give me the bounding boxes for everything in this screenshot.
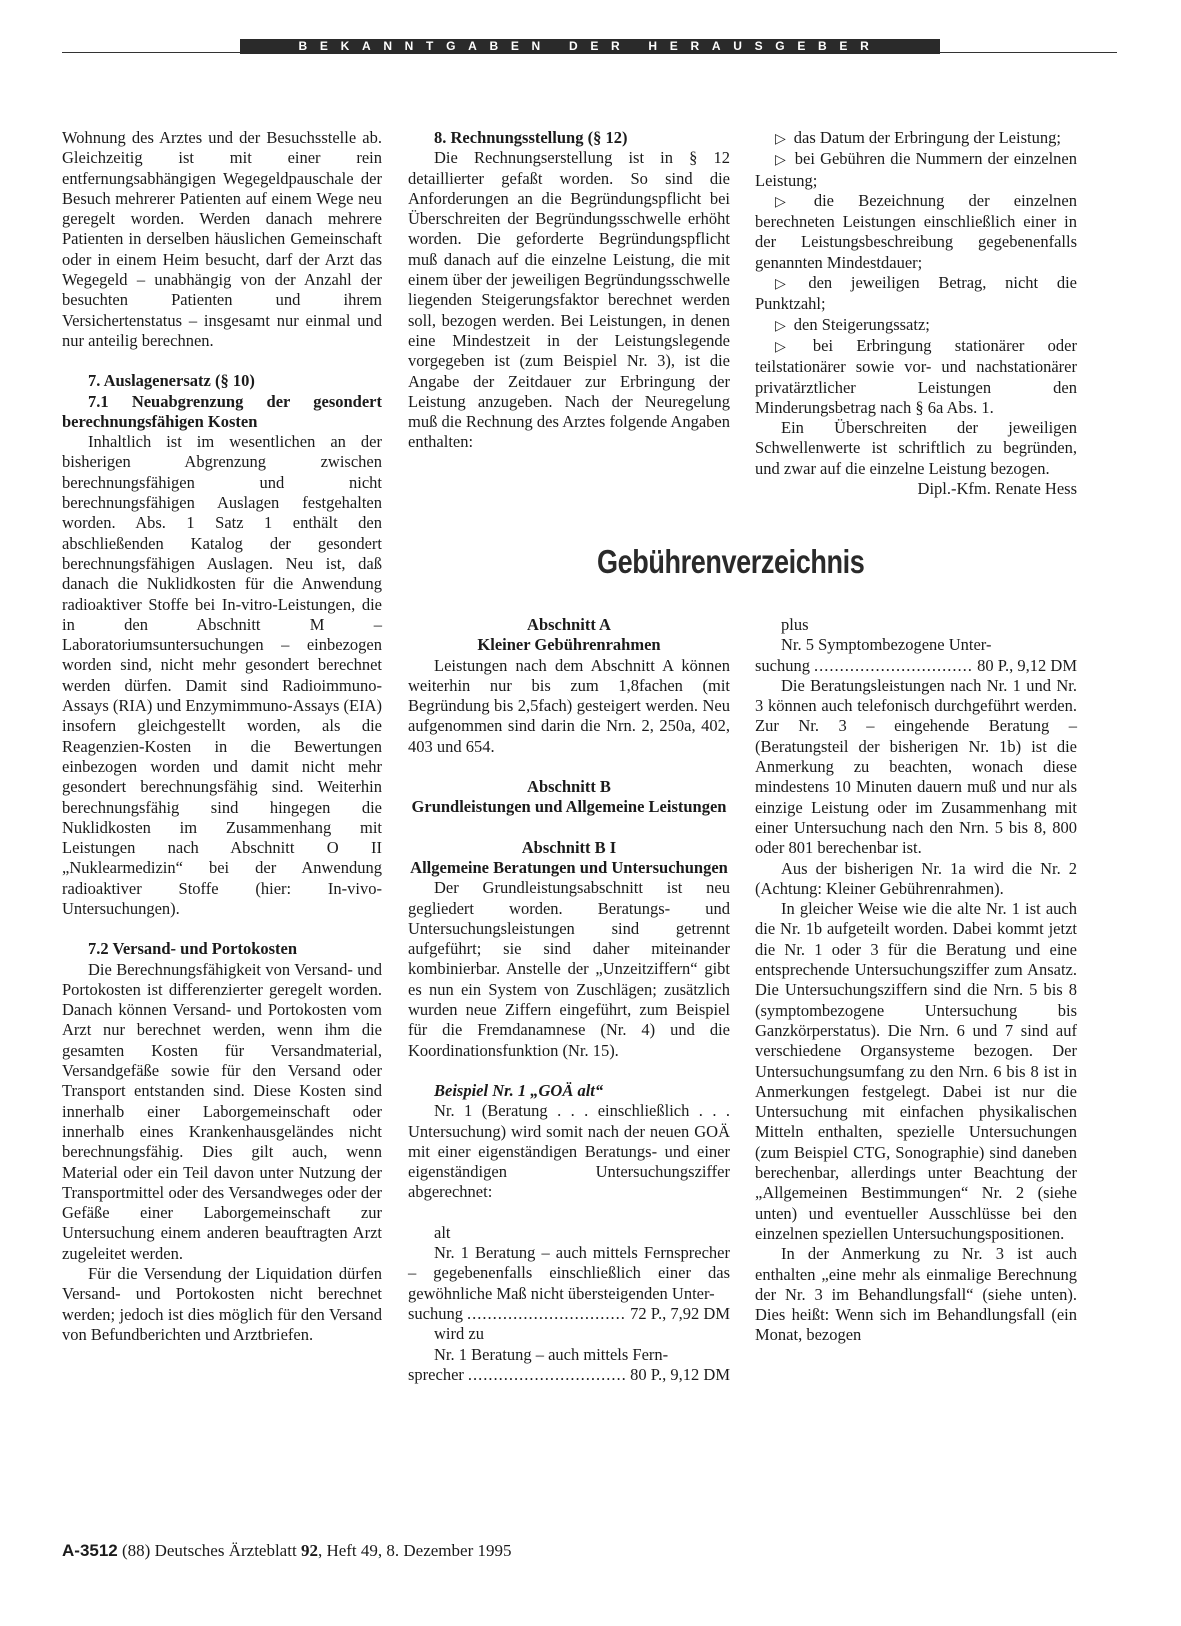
- paragraph: Die Rechnungserstellung ist in § 12 detaillierter gefaßt worden. So sind die Anforderungen an die Begründungspflicht bei Überschreiten der Begründungsschwelle erhöht worden. Die geforderte Begründungspflicht muß danach auf die einzelne Leistung, die mit einem über der jeweiligen Begründungsschwelle liegenden Steigerungsfaktor berechnet werden soll, bezogen werden. Bei Leistungen, in denen eine Mindestzeit in der Leistungslegende vorgegeben ist (zum Beispiel Nr. 3), ist die Angabe der Zeitdauer zur Erbringung der Leistung anzugeben. Nach der Neuregelung muß die Rechnung des Arztes folgende Angaben enthalten:: [408, 148, 730, 452]
- heading-grundleistungen: Grundleistungen und Allgemeine Leistungen: [411, 797, 727, 817]
- heading-kleiner-gebuehrenrahmen: Kleiner Gebührenrahmen: [477, 635, 661, 655]
- closing-text: Ein Überschreiten der jeweiligen Schwellenwerte ist schriftlich zu begründen, und zwar auf die einzelne Leistung bezogen.: [755, 418, 1077, 478]
- list-item: ▷ den Steigerungssatz;: [755, 315, 1077, 336]
- leader-dots: [468, 1365, 626, 1385]
- paragraph: Nr. 1 (Beratung . . . einschließlich . . . Untersuchung) wird somit nach der neuen GOÄ mit einer eigenständigen Beratungs- und einer eigenständigen Untersuchungsziffer abgerechnet:: [408, 1101, 730, 1202]
- paragraph: Wohnung des Arztes und der Besuchsstelle ab. Gleichzeitig ist mit einer rein entfernungsabhängigen Wegegeldpauschale der Besuch mehrerer Patienten auf einem Wege neu geregelt worden. Werden danach mehrere Patienten in derselben häuslichen Gemeinschaft oder in einem Heim besucht, darf der Arzt das Wegegeld – unabhängig von der Anzahl der besuchten Patienten und ihrem Versichertenstatus – insgesamt nur einmal und nur anteilig berechnen.: [62, 128, 382, 350]
- heading-abschnitt-b-i: Abschnitt B I: [521, 837, 617, 857]
- fee-new-line: [408, 1365, 730, 1385]
- heading-rechnungsstellung: 8. Rechnungsstellung (§ 12): [434, 128, 628, 147]
- footer-publication: (88) Deutsches Ärzteblatt: [122, 1541, 297, 1560]
- fee-nr5-text: Nr. 5 Symptombezogene Unter-: [781, 635, 992, 655]
- fee-old-last: suchung: [408, 1303, 463, 1323]
- page-number: A-3512: [62, 1541, 118, 1560]
- paragraph: Die Beratungsleistungen nach Nr. 1 und Nr. 3 können auch telefonisch durchgeführt werden. Zur Nr. 3 – eingehende Beratung – (Beratungsteil der bisherigen Nr. 1b) ist die Anmerkung zu beachten, wonach diese mindestens 10 Minuten dauern muß und nur als einzige Leistung oder im Zusammenhang mit einer Untersuchung nach den Nrn. 5 bis 8, 800 oder 801 berechenbar ist.: [755, 675, 1077, 858]
- paragraph: Leistungen nach dem Abschnitt A können weiterhin nur bis zum 1,8fachen (mit Begründung bis 2,5fach) gesteigert werden. Neu aufgenommen sind darin die Nrn. 2, 250a, 402, 403 und 654.: [408, 655, 730, 756]
- heading-allgemeine-beratungen: Allgemeine Beratungen und Untersuchungen: [410, 857, 728, 877]
- column-1: [62, 128, 382, 1345]
- leader-dots: [467, 1304, 626, 1324]
- page-footer: [62, 1541, 512, 1561]
- label-plus: plus: [781, 615, 809, 634]
- heading-abschnitt-b: Abschnitt B: [527, 777, 611, 797]
- label-alt: alt: [434, 1222, 451, 1242]
- list-item: ▷ das Datum der Erbringung der Leistung;: [755, 128, 1077, 149]
- heading-auslagenersatz: 7. Auslagenersatz (§ 10): [88, 371, 255, 391]
- paragraph: Der Grundleistungsabschnitt ist neu gegliedert worden. Beratungs- und Untersuchungsleistungen sind getrennt aufgeführt; sie sind daher miteinander kombinierbar. Anstelle der „Unzeitziffern“ gibt es nun ein System von Zuschlägen; zusätzlich wurden neue Ziffern eingeführt, zum Beispiel für die Fremdanamnese (Nr. 4) und die Koordinationsfunktion (Nr. 15).: [408, 878, 730, 1060]
- paragraph: Aus der bisherigen Nr. 1a wird die Nr. 2 (Achtung: Kleiner Gebührenrahmen).: [755, 858, 1077, 898]
- list-item: ▷ die Bezeichnung der einzelnen berechneten Leistungen einschließlich einer in der Leistungsbeschreibung gegebenenfalls genannten Mindestdauer;: [755, 191, 1077, 273]
- label-wird-zu: wird zu: [434, 1324, 484, 1344]
- fee-old-text: Nr. 1 Beratung – auch mittels Fernsprecher – gegebenenfalls einschließlich einer das gewöhnliche Maß nicht übersteigenden Unter-: [408, 1243, 730, 1303]
- footer-issue: , Heft 49, 8. Dezember 1995: [317, 1541, 512, 1560]
- fee-nr5-last: suchung: [755, 655, 810, 675]
- closing-paragraph: [755, 418, 1077, 499]
- paragraph: Für die Versendung der Liquidation dürfen Versand- und Portokosten nicht berechnet werden; jedoch ist dies möglich für den Versand von Befundberichten und Arztbriefen.: [62, 1264, 382, 1344]
- column-2-top: [408, 128, 730, 453]
- fee-nr5-value: 80 P., 9,12 DM: [977, 655, 1077, 675]
- column-3-top: [755, 128, 1077, 499]
- paragraph: Die Berechnungsfähigkeit von Versand- und Portokosten ist differenzierter geregelt worden. Danach können Versand- und Portokosten vom Arzt nur berechnet werden, wenn ihm die gesamten Kosten für Versandmaterial, Versandgefäße sowie für den Versand oder Transport entstanden sind. Diese Kosten sind innerhalb einer Laborgemeinschaft oder innerhalb eines Krankenhausgeländes nicht berechnungsfähig. Dies gilt auch, wenn Material oder ein Teil davon unter Nutzung der Transportmittel oder des Versandweges oder der Gefäße einer Laborgemeinschaft zur Untersuchung einem anderen beauftragten Arzt zugeleitet werden.: [62, 959, 382, 1263]
- section-header-band: BEKANNTGABEN DER HERAUSGEBER: [240, 39, 940, 54]
- heading-beispiel: Beispiel Nr. 1 „GOÄ alt“: [434, 1080, 604, 1100]
- fee-new-last: sprecher: [408, 1364, 464, 1384]
- list-item: ▷ den jeweiligen Betrag, nicht die Punktzahl;: [755, 273, 1077, 315]
- author-signature: Dipl.-Kfm. Renate Hess: [917, 479, 1077, 499]
- paragraph: In gleicher Weise wie die alte Nr. 1 ist auch die Nr. 1b aufgeteilt worden. Dabei kommt jetzt die Nr. 1 oder 3 für die Beratung und eine entsprechende Untersuchungsziffer zum Ansatz. Die Untersuchungsziffern sind die Nrn. 5 bis 8 (symptombezogene Untersuchung bis Ganzkörperstatus). Die Nrn. 6 und 7 sind auf verschiedene Organsysteme bezogen. Der Untersuchungsumfang zu den Nrn. 6 bis 8 ist in Anmerkungen festgelegt. Dabei ist nur die Untersuchung mit einfachen physikalischen Mitteln enthalten, spezielle Untersuchungen (zum Beispiel CTG, Sonographie) sind daneben berechenbar, allerdings unter Beachtung der „Allgemeinen Bestimmungen“ Nr. 2 (siehe unten) und eventueller Ausschlüsse bei den einzelnen speziellen Untersuchungspositionen.: [755, 899, 1077, 1243]
- paragraph: Inhaltlich ist im wesentlichen an der bisherigen Abgrenzung zwischen berechnungsfähigen und nicht berechnungsfähigen Auslagen festgehalten worden. Abs. 1 Satz 1 enthält den abschließenden Katalog der gesondert berechnungsfähigen Auslagen. Neu ist, daß danach die Nuklidkosten für die Anwendung radioaktiver Stoffe bei In-vitro-Leistungen, die in den Abschnitt M – Laboratoriumsuntersuchungen – einbezogen worden sind, nicht mehr gesondert berechnet werden dürfen. Damit sind Radioimmuno-Assays (RIA) und Enzymimmuno-Assays (EIA) insofern gleichgestellt worden, als die Reagenzien-Kosten in die Bewertungen einbezogen worden und damit nicht mehr gesondert berechnungsfähig sind. Weiterhin berechnungsfähig sind hingegen die Nuklidkosten im Zusammenhang mit Leistungen nach Abschnitt O II „Nuklearmedizin“ bei der Anwendung radioaktiver Stoffe (hier: In-vivo-Untersuchungen).: [62, 432, 382, 918]
- heading-neuabgrenzung: 7.1 Neuabgrenzung der gesondert berechnungsfähigen Kosten: [62, 391, 382, 431]
- section-title: Gebührenverzeichnis: [597, 543, 865, 580]
- fee-new-text: Nr. 1 Beratung – auch mittels Fern-: [434, 1344, 669, 1364]
- heading-abschnitt-a: Abschnitt A: [527, 615, 611, 634]
- list-item: ▷ bei Gebühren die Nummern der einzelnen Leistung;: [755, 149, 1077, 191]
- paragraph: In der Anmerkung zu Nr. 3 ist auch enthalten „eine mehr als einmalige Berechnung der Nr. 3 im Behandlungsfall“ (siehe unten). Dies heißt: Wenn sich im Behandlungsfall (ein Monat, bezogen: [755, 1244, 1077, 1345]
- column-3-bottom: [755, 615, 1077, 1346]
- fee-old-line: [408, 1304, 730, 1324]
- leader-dots: [814, 656, 973, 676]
- fee-old-value: 72 P., 7,92 DM: [630, 1303, 730, 1323]
- fee-new-value: 80 P., 9,12 DM: [630, 1364, 730, 1384]
- column-2-bottom: [408, 615, 730, 1385]
- fee-nr5-line: [755, 656, 1077, 676]
- heading-versand-portokosten: 7.2 Versand- und Portokosten: [88, 939, 298, 959]
- footer-volume: 92: [300, 1541, 318, 1560]
- list-item: ▷ bei Erbringung stationärer oder teilstationärer sowie vor- und nachstationärer privatärztlicher Leistungen den Minderungsbetrag nach § 6a Abs. 1.: [755, 336, 1077, 418]
